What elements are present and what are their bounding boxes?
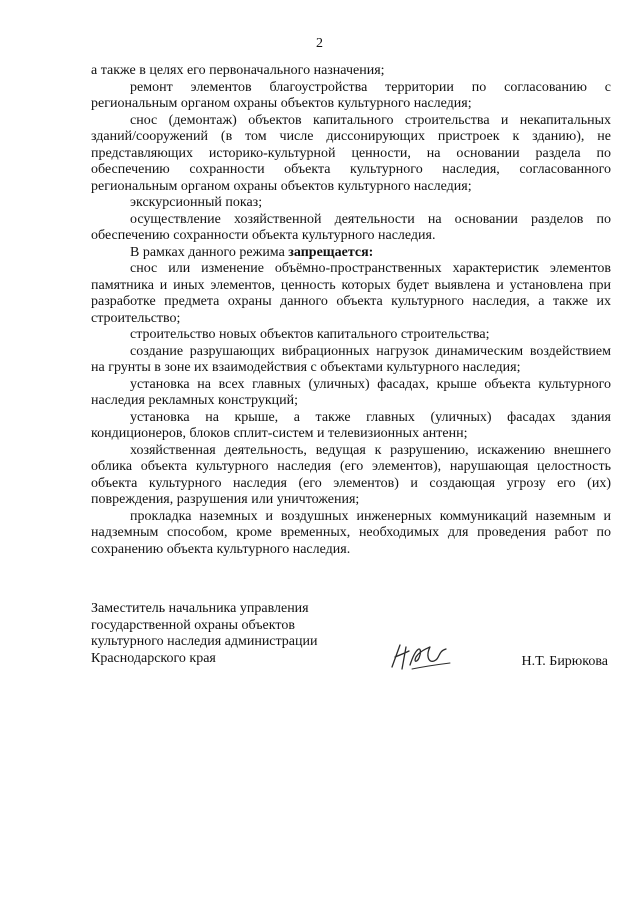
paragraph [91,195,611,212]
handwritten-signature-icon [386,639,456,675]
paragraph-text: В рамках данного режима [130,244,289,260]
paragraph [91,443,611,509]
paragraph [91,377,611,410]
paragraph [91,212,611,245]
paragraph-bold-text: запрещается: [288,244,374,260]
paragraph-text: прокладка наземных и воздушных инженерных коммуникаций наземным и надземным способом, кроме временных, необходимых для проведения работ по сохранению объекта культурного наследия. [91,508,611,557]
paragraph [91,113,611,196]
paragraph [91,344,611,377]
signatory-title-line: Заместитель начальника управления [91,601,309,616]
paragraph [91,509,611,559]
paragraph [91,410,611,443]
signatory-name: Н.Т. Бирюкова [521,654,608,669]
paragraph-text: установка на всех главных (уличных) фасадах, крыше объекта культурного наследия рекламных конструкций; [91,376,611,408]
paragraph-text: установка на крыше, а также главных (уличных) фасадах здания кондиционеров, блоков сплит-систем и телевизионных антенн; [91,409,611,441]
paragraph-text: снос (демонтаж) объектов капитального строительства и некапитальных зданий/сооружений (в том числе диссонирующих пристроек к зданию), не представляющих историко-культурной ценности, на основании раздела по обеспечению сохранности объекта культурного наследия, согласованного региональным органом охраны объектов культурного наследия; [91,112,611,194]
paragraph-text: строительство новых объектов капитального строительства; [130,327,490,342]
paragraph-text: снос или изменение объёмно-пространственных характеристик элементов памятника и иных элементов, ценность которых будет выявлена и установлена при разработке предмета охраны данного объекта культурного наследия, а также их строительство; [91,261,611,326]
paragraph [91,63,611,80]
signatory-title-line: Краснодарского края [91,650,216,666]
paragraph [91,245,611,262]
paragraph-text: создание разрушающих вибрационных нагрузок динамическим воздействием на грунты в зоне их взаимодействия с объектами культурного наследия; [91,343,611,375]
paragraph [91,261,611,327]
paragraph [91,327,611,344]
signatory-title-line: культурного наследия администрации [91,634,318,649]
signatory-title [91,601,351,667]
paragraph-text: хозяйственная деятельность, ведущая к разрушению, искажению внешнего облика объекта культурного наследия (его элементов), нарушающая целостность объекта культурного наследия (его элементов) и создающая угрозу его (их) повреждения, разрушения или уничтожения; [91,442,611,507]
document-body [91,63,611,558]
paragraph-text: а также в целях его первоначального назначения; [91,63,385,78]
signatory-title-line: государственной охраны объектов [91,617,295,633]
paragraph-text: экскурсионный показ; [130,195,263,210]
page-number: 2 [316,36,323,51]
signature-block [91,601,611,673]
paragraph-text: ремонт элементов благоустройства территории по согласованию с региональным органом охраны объектов культурного наследия; [91,79,611,111]
paragraph-text: осуществление хозяйственной деятельности на основании разделов по обеспечению сохранности объекта культурного наследия. [91,211,611,243]
paragraph [91,80,611,113]
